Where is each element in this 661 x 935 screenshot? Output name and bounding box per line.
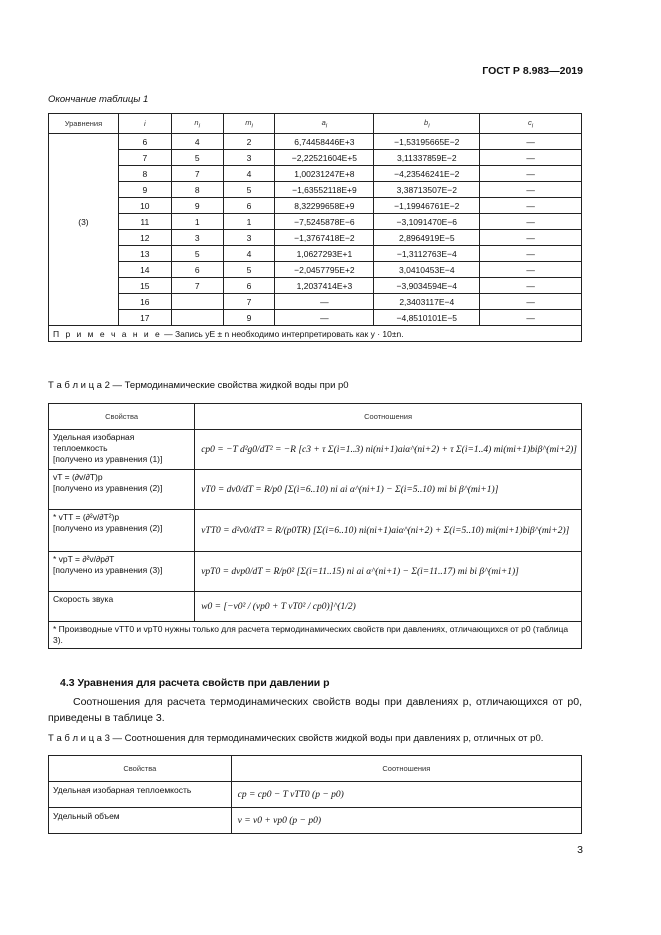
table1-header-b: $b_i$ (374, 114, 480, 134)
table3-caption (48, 733, 543, 744)
cell-a: 1,2037414E+3 (275, 278, 374, 294)
equation-cell (49, 294, 119, 310)
equation-cell (49, 166, 119, 182)
note-label: П р и м е ч а н и е (53, 328, 162, 339)
cell-n: 6 (171, 262, 223, 278)
cell-a: −1,63552118E+9 (275, 182, 374, 198)
table2 (48, 403, 582, 649)
table1-note-row (49, 326, 582, 342)
table1-header-i: i (118, 114, 171, 134)
cell-m: 5 (223, 262, 275, 278)
table1-header-equations: Уравнения (49, 114, 119, 134)
cell-c: — (480, 214, 582, 230)
table2-row (49, 552, 582, 592)
cell-b: −4,23546241E−2 (374, 166, 480, 182)
formula: cp0 = −T d²g0/dT² = −R [c3 + τ Σ(i=1..3) ni(ni+1)aiα^(ni+2) + τ Σ(i=1..4) mi(mi+1)biβ^(mi+2)] (201, 444, 577, 455)
cell-n: 9 (171, 198, 223, 214)
section-paragraph: Соотношения для расчета термодинамических свойств воды при давлениях p, отличающихся от p0, приведены в таблице 3. (48, 696, 582, 724)
property-name: vT = (∂v/∂T)p (53, 472, 103, 482)
cell-c: — (480, 278, 582, 294)
table1-header-a: $a_i$ (275, 114, 374, 134)
cell-n: 3 (171, 230, 223, 246)
cell-i: 13 (118, 246, 171, 262)
cell-a: −1,3767418E−2 (275, 230, 374, 246)
table1-row (49, 310, 582, 326)
cell-b: 3,0410453E−4 (374, 262, 480, 278)
cell-b: 3,38713507E−2 (374, 182, 480, 198)
cell-m: 5 (223, 182, 275, 198)
cell-n: 7 (171, 166, 223, 182)
table1 (48, 113, 582, 342)
cell-a: −7,5245878E−6 (275, 214, 374, 230)
note-text: — Запись yE ± n необходимо интерпретировать как y · 10±n. (161, 328, 404, 339)
cell-n: 7 (171, 278, 223, 294)
equation-cell (49, 198, 119, 214)
cell-i: 17 (118, 310, 171, 326)
table1-row (49, 182, 582, 198)
property-source: [получено из уравнения (2)] (53, 523, 163, 533)
cell-i: 11 (118, 214, 171, 230)
cell-c: — (480, 230, 582, 246)
table2-header-properties: Свойства (49, 404, 195, 430)
cell-i: 15 (118, 278, 171, 294)
formula: vTT0 = d²v0/dT² = R/(p0TR) [Σ(i=6..10) ni(ni+1)aiα^(ni+2) + Σ(i=5..10) mi(mi+1)biβ^(mi+2)] (201, 525, 570, 536)
cell-a: — (275, 310, 374, 326)
table1-header-c: $c_i$ (480, 114, 582, 134)
cell-c: — (480, 294, 582, 310)
cell-c: — (480, 198, 582, 214)
cell-n (171, 294, 223, 310)
formula: vT0 = dv0/dT = R/p0 [Σ(i=6..10) ni ai α^(ni+1) − Σ(i=5..10) mi bi β^(mi+1)] (201, 484, 499, 495)
cell-i: 16 (118, 294, 171, 310)
table1-row (49, 278, 582, 294)
formula: v = v0 + vp0 (p − p0) (237, 816, 321, 826)
cell-a: −2,22521604E+5 (275, 150, 374, 166)
equation-cell (49, 150, 119, 166)
cell-n: 4 (171, 134, 223, 150)
equation-cell (49, 246, 119, 262)
cell-i: 14 (118, 262, 171, 278)
equation-cell (49, 182, 119, 198)
cell-a: 1,0627293E+1 (275, 246, 374, 262)
cell-a: — (275, 294, 374, 310)
cell-b: 2,3403117E−4 (374, 294, 480, 310)
cell-m: 6 (223, 278, 275, 294)
equation-cell: (3) (49, 214, 119, 230)
cell-i: 9 (118, 182, 171, 198)
cell-b: −3,9034594E−4 (374, 278, 480, 294)
cell-i: 6 (118, 134, 171, 150)
table2-caption-label: Т а б л и ц а 2 (48, 380, 110, 391)
cell-c: — (480, 182, 582, 198)
cell-m: 9 (223, 310, 275, 326)
cell-a: 1,00231247E+8 (275, 166, 374, 182)
cell-a: 6,74458446E+3 (275, 134, 374, 150)
table2-caption-text: — Термодинамические свойства жидкой воды при p0 (109, 380, 349, 391)
cell-b: −3,1091470E−6 (374, 214, 480, 230)
table3-row (49, 782, 582, 808)
equation-cell (49, 262, 119, 278)
cell-c: — (480, 310, 582, 326)
formula: vpT0 = dvp0/dT = R/p0² [Σ(i=11..15) ni ai α^(ni+1) − Σ(i=11..17) mi bi β^(mi+1)] (201, 566, 519, 577)
formula: w0 = [−v0² / (vp0 + T vT0² / cp0)]^(1/2) (201, 601, 356, 612)
property-name: Удельная изобарная теплоемкость (49, 782, 232, 808)
page-number: 3 (577, 844, 583, 856)
table1-row (49, 150, 582, 166)
cell-i: 12 (118, 230, 171, 246)
table1-row (49, 230, 582, 246)
cell-a: 8,32299658E+9 (275, 198, 374, 214)
cell-b: −4,8510101E−5 (374, 310, 480, 326)
cell-m: 6 (223, 198, 275, 214)
cell-n (171, 310, 223, 326)
cell-i: 8 (118, 166, 171, 182)
cell-i: 10 (118, 198, 171, 214)
table1-row (49, 198, 582, 214)
property-name: * vpT = ∂²v/∂p∂T (53, 554, 115, 564)
table1-note (49, 326, 582, 342)
cell-m: 2 (223, 134, 275, 150)
cell-b: 3,11337859E−2 (374, 150, 480, 166)
cell-c: — (480, 134, 582, 150)
cell-m: 1 (223, 214, 275, 230)
cell-b: −1,19946761E−2 (374, 198, 480, 214)
table1-row (49, 166, 582, 182)
table1-row (49, 214, 582, 230)
table2-row (49, 470, 582, 510)
cell-m: 4 (223, 246, 275, 262)
table1-header-row (49, 114, 582, 134)
cell-a: −2,0457795E+2 (275, 262, 374, 278)
cell-c: — (480, 246, 582, 262)
property-source: [получено из уравнения (3)] (53, 565, 163, 575)
table3-caption-text: — Соотношения для термодинамических свойств жидкой воды при давлениях p, отличных от p0. (109, 733, 544, 744)
table3 (48, 755, 582, 834)
table1-row (49, 134, 582, 150)
table3-header-properties: Свойства (49, 756, 232, 782)
cell-n: 8 (171, 182, 223, 198)
cell-c: — (480, 150, 582, 166)
standard-designation: ГОСТ Р 8.983—2019 (482, 65, 583, 77)
property-name: Удельный объем (49, 808, 232, 834)
cell-c: — (480, 262, 582, 278)
table1-header-m: $m_i$ (223, 114, 275, 134)
table3-row (49, 808, 582, 834)
property-name: * vTT = (∂²v/∂T²)p (53, 512, 120, 522)
property-source: [получено из уравнения (2)] (53, 483, 163, 493)
cell-c: — (480, 166, 582, 182)
equation-cell (49, 310, 119, 326)
table1-header-n: $n_i$ (171, 114, 223, 134)
table1-row (49, 294, 582, 310)
cell-b: −1,3112763E−4 (374, 246, 480, 262)
cell-m: 3 (223, 230, 275, 246)
table2-row (49, 510, 582, 552)
table1-row (49, 262, 582, 278)
equation-cell (49, 278, 119, 294)
property-name: Удельная изобарная теплоемкость (53, 432, 135, 453)
cell-b: 2,8964919E−5 (374, 230, 480, 246)
cell-b: −1,53195665E−2 (374, 134, 480, 150)
formula: cp = cp0 − T vTT0 (p − p0) (237, 790, 344, 800)
table1-caption: Окончание таблицы 1 (48, 94, 149, 105)
cell-m: 3 (223, 150, 275, 166)
cell-n: 1 (171, 214, 223, 230)
table2-caption (48, 380, 349, 391)
equation-cell (49, 230, 119, 246)
table2-row (49, 430, 582, 470)
table2-header-row (49, 404, 582, 430)
table1-row (49, 246, 582, 262)
table3-header-row (49, 756, 582, 782)
table2-footnote-row (49, 622, 582, 649)
table2-row (49, 592, 582, 622)
section-heading: 4.3 Уравнения для расчета свойств при давлении p (60, 677, 330, 689)
table2-footnote: * Производные vTT0 и vpT0 нужны только для расчета термодинамических свойств при давлениях, отличающихся от p0 (таблица 3). (49, 622, 582, 649)
cell-i: 7 (118, 150, 171, 166)
equation-cell (49, 134, 119, 150)
table3-caption-label: Т а б л и ц а 3 (48, 733, 110, 744)
cell-n: 5 (171, 150, 223, 166)
cell-m: 4 (223, 166, 275, 182)
cell-n: 5 (171, 246, 223, 262)
table2-header-relations: Соотношения (195, 404, 582, 430)
property-source: [получено из уравнения (1)] (53, 454, 163, 464)
property-name: Скорость звука (53, 594, 114, 604)
cell-m: 7 (223, 294, 275, 310)
table3-header-relations: Соотношения (231, 756, 581, 782)
